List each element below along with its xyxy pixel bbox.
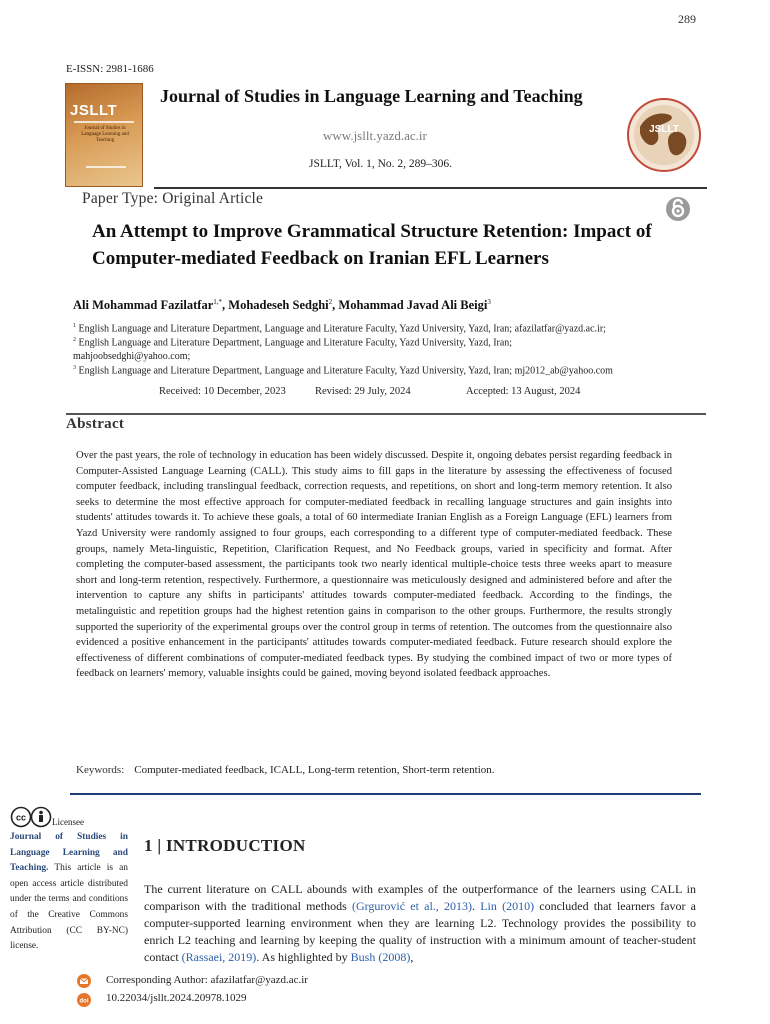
- author-superscript: 3: [487, 298, 491, 306]
- envelope-icon: [77, 974, 91, 988]
- author-separator: ,: [222, 298, 229, 313]
- author-name: Ali Mohammad Fazilatfar: [73, 298, 214, 313]
- intro-text-segment: concluded that learners favor a computer-supported learning environment when they are learning L2. Technology provides the possibility to enrich L2 teaching and learning by keeping the quality of instruction with a minimum amount of teacher-student contact: [144, 899, 696, 964]
- keywords-text: Computer-mediated feedback, ICALL, Long-term retention, Short-term retention.: [134, 764, 495, 776]
- license-body: This article is an open access article distributed under the terms and conditions of the Creative Commons Attribution (CC BY-NC) license.: [10, 863, 128, 952]
- affiliation-superscript: 3: [73, 365, 76, 371]
- svg-text:cc: cc: [15, 812, 27, 823]
- cover-title: JSLLT: [70, 102, 118, 119]
- keywords-label: Keywords:: [76, 764, 125, 776]
- affiliation-superscript: 2: [73, 337, 76, 343]
- citation-link[interactable]: (Rassaei, 2019): [181, 950, 257, 964]
- abstract-heading: Abstract: [66, 416, 125, 432]
- keywords: [76, 764, 495, 776]
- cover-rule: [74, 121, 134, 123]
- paper-type: Paper Type: Original Article: [82, 190, 264, 207]
- keywords-divider: [70, 793, 701, 795]
- abstract-text: Over the past years, the role of technology in education has been widely discussed. Despite it, ongoing debates persist regarding feedback in Computer-Assisted Language Learning (CALL). This study aims to fill gaps in the literature by assessing the effectiveness of focused computer feedback, including translingual feedback, correction requests, and repetitions, on short and long-term memory retention. It also seeks to determine the most effective approach for computer-mediated feedback in recalling language structures and gain insights into students' attitudes towards it. To achieve these goals, a total of 60 intermediate Iranian English as a Foreign Language (EFL) learners from Yazd University were randomly assigned to four groups, each corresponding to a different type of computer-mediated feedback. These groups, namely Meta-linguistic, Repetition, Clarification Request, and No Feedback groups, varied in specificity and format. After completing the computer-based assessment, the participants took two nearly identical multiple-choice tests three weeks apart to measure short and long-term retention, respectively. Furthermore, a questionnaire was meticulously designed and administered before and after the intervention to capture any shifts in participants' attitudes towards computer-mediated feedback. According to the findings, the metalinguistic and repetition groups had the highest retention gains in comparison to the other groups. Furthermore, the results strongly supported the superiority of the experimental groups over the control group in terms of retention. The outcomes from the questionnaire also evidenced a positive enhancement in the participants' attitudes towards computer-mediated feedback. Future research should explore the effectiveness of different combinations of computer-mediated feedback types. By studying the combined impact of two or more types of feedback on learners' memory, valuable insights could be gained, moving beyond isolated feedback approaches.: [76, 450, 672, 680]
- intro-text-segment: . As highlighted by: [256, 950, 351, 964]
- open-access-icon: [665, 196, 691, 222]
- journal-url[interactable]: www.jsllt.yazd.ac.ir: [323, 128, 427, 143]
- author-name: Mohammad Javad Ali Beigi: [338, 298, 488, 313]
- corresponding-author[interactable]: Corresponding Author: afazilatfar@yazd.ac.ir: [106, 974, 308, 986]
- page-number: 289: [678, 12, 696, 26]
- affiliation-text: English Language and Literature Department, Language and Literature Faculty, Yazd University, Yazd, Iran;: [78, 337, 513, 349]
- creative-commons-icon: [10, 806, 52, 828]
- abstract-divider: [66, 413, 706, 415]
- author-separator: ,: [332, 298, 339, 313]
- intro-text-segment: The current literature on CALL abounds with examples of the outperformance of the learners using CALL in comparison with the traditional methods: [144, 882, 696, 913]
- introduction-paragraph: [144, 881, 696, 966]
- affiliation: [73, 334, 703, 363]
- cover-rule: [86, 166, 126, 168]
- affiliation-text: English Language and Literature Department, Language and Literature Faculty, Yazd University, Yazd, Iran; afazilatfar@yazd.ac.ir;: [78, 323, 606, 335]
- author-superscript: 2: [328, 298, 333, 306]
- journal-cover-image: [65, 83, 143, 187]
- affiliation: [73, 362, 703, 378]
- journal-title: Journal of Studies in Language Learning and Teaching: [160, 86, 583, 106]
- affiliation-text: English Language and Literature Department, Language and Literature Faculty, Yazd University, Yazd, Iran; mj2012_ab@yahoo.com: [78, 365, 613, 377]
- author-superscript: 1,*: [213, 298, 223, 306]
- intro-text-segment: ,: [410, 950, 414, 964]
- license-journal-name: Journal of Studies in Language Learning and Teaching.: [10, 832, 128, 874]
- doi-link[interactable]: 10.22034/jsllt.2024.20978.1029: [106, 992, 247, 1004]
- author-name: Mohadeseh Sedghi: [228, 298, 329, 313]
- header-divider: [154, 187, 707, 189]
- citation-link[interactable]: Lin (2010): [480, 899, 535, 913]
- licensee-label: Licensee: [52, 817, 84, 827]
- intro-text-segment: .: [472, 899, 481, 913]
- issn: E-ISSN: 2981-1686: [66, 63, 154, 75]
- introduction-heading: 1 | INTRODUCTION: [144, 836, 306, 855]
- revised-date: Revised: 29 July, 2024: [315, 386, 411, 397]
- doi-icon: [77, 993, 91, 1007]
- author-list: [73, 298, 491, 313]
- affiliation-email: mahjoobsedghi@yahoo.com;: [73, 350, 191, 362]
- journal-volume-info: JSLLT, Vol. 1, No. 2, 289–306.: [309, 158, 453, 170]
- svg-text:doi: doi: [79, 998, 89, 1005]
- cover-subtitle: Journal of Studies in Language Learning and Teaching: [81, 126, 129, 143]
- affiliation-superscript: 1: [73, 323, 76, 329]
- license-text: [10, 830, 128, 955]
- citation-link[interactable]: Bush (2008): [350, 950, 411, 964]
- citation-link[interactable]: (Grgurović et al., 2013): [351, 899, 472, 913]
- received-date: Received: 10 December, 2023: [159, 386, 286, 397]
- journal-logo-icon: [626, 97, 702, 173]
- logo-text: JSLLT: [649, 124, 679, 135]
- paper-title: An Attempt to Improve Grammatical Structure Retention: Impact of Computer-mediated Feedback on Iranian EFL Learners: [92, 221, 652, 269]
- accepted-date: Accepted: 13 August, 2024: [466, 386, 581, 397]
